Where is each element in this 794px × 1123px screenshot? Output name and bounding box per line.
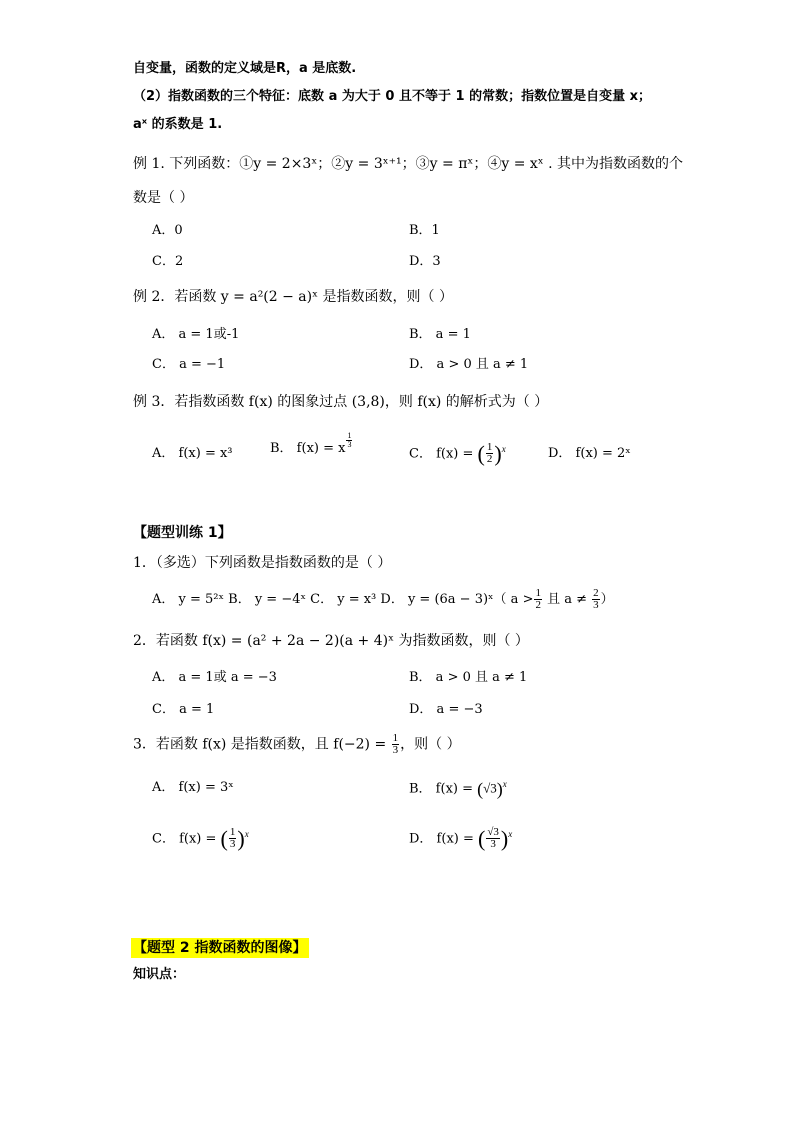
training-q1-options-mid: 且 a ≠	[542, 592, 592, 607]
training-q3-option-d: D． f(x) = ( $\frac{√3}{3}$ )$^x$	[409, 825, 513, 851]
training-q3-option-b-sqrt: √3	[483, 780, 497, 796]
example-3-option-b-label: B． f(x) = x	[270, 441, 346, 456]
example-2-question: 例 2．若函数 y = a²(2 − a)ˣ 是指数函数，则（ ）	[133, 289, 453, 305]
example-3-option-c-fraction: $\frac{1}{2}$	[486, 441, 493, 466]
example-2-option-b: B． a = 1	[409, 327, 471, 342]
training-q1-options-end: ）	[600, 592, 614, 607]
training-q3-option-b: B． $f(x) = (√3)^x$	[409, 778, 507, 799]
intro-line-3: aˣ 的系数是 1.	[133, 117, 223, 132]
training-q3-option-a: A． f(x) = 3ˣ	[152, 780, 234, 795]
example-2-option-a: A． a = 1或-1	[152, 327, 240, 342]
intro-line-2: （2）指数函数的三个特征：底数 a 为大于 0 且不等于 1 的常数；指数位置是自变量 x；	[133, 89, 651, 104]
example-3-question: 例 3．若指数函数 f(x) 的图象过点 (3,8)，则 f(x) 的解析式为（ ）	[133, 394, 549, 410]
training-q3-option-d-fraction: $\frac{√3}{3}$	[487, 826, 499, 851]
training-q3-option-b-label: B． f(x) =	[409, 781, 478, 797]
example-2-option-d: D． a > 0 且 a ≠ 1	[409, 357, 529, 372]
training-q3-question	[133, 733, 461, 756]
training-1-heading: 【题型训练 1】	[133, 525, 232, 541]
training-q1-options	[152, 588, 614, 611]
example-3-option-b-exponent: $\frac{1}{3}$	[347, 431, 352, 449]
example-1-option-b: B．1	[409, 223, 440, 238]
training-q2-option-d: D． a = −3	[409, 702, 483, 717]
training-q3-fraction: $\frac{1}{3}$	[392, 732, 399, 756]
training-q1-fraction-1: $\frac{1}{2}$	[535, 587, 541, 611]
training-q2-question: 2．若函数 f(x) = (a² + 2a − 2)(a + 4)ˣ 为指数函数，则（ ）	[133, 633, 529, 649]
example-3-option-c-label: C． f(x) =	[409, 446, 478, 462]
example-1-question: 例 1. 下列函数：①y = 2×3ˣ；②y = 3ˣ⁺¹；③y = πˣ；④y = xˣ . 其中为指数函数的个	[133, 156, 684, 172]
knowledge-label: 知识点：	[133, 967, 186, 982]
intro-line-1: 自变量，函数的定义域是R，a 是底数.	[133, 61, 357, 76]
training-q1-options-text: A． y = 5²ˣ B． y = −4ˣ C． y = x³ D． y = (6a − 3)ˣ（ a >	[152, 592, 534, 607]
training-q3-option-c: C． f(x) = ( $\frac{1}{3}$ )$^x$	[152, 825, 249, 851]
training-q2-option-c: C． a = 1	[152, 702, 215, 717]
training-q3-question-text: 3．若函数 f(x) 是指数函数，且 f(−2) =	[133, 736, 391, 753]
example-3-option-a: A． f(x) = x³	[152, 446, 233, 461]
example-2-option-c: C． a = −1	[152, 357, 226, 372]
training-q3-question-end: ，则（ ）	[400, 736, 461, 753]
example-1-option-c: C．2	[152, 254, 184, 269]
example-1-option-d: D．3	[409, 254, 441, 269]
training-q3-option-d-label: D． f(x) =	[409, 831, 478, 847]
training-q2-option-a: A． a = 1或 a = −3	[152, 670, 277, 685]
section-2-heading: 【题型 2 指数函数的图像】	[133, 940, 307, 956]
training-q2-option-b: B． a > 0 且 a ≠ 1	[409, 670, 528, 685]
training-q1-fraction-2: $\frac{2}{3}$	[593, 587, 599, 611]
example-3-option-c: C． f(x) = ( $\frac{1}{2}$ )$^x$	[409, 440, 506, 466]
example-3-option-b	[270, 431, 353, 458]
training-q1-question: 1．（多选）下列函数是指数函数的是（ ）	[133, 555, 392, 571]
example-3-option-d: D． f(x) = 2ˣ	[548, 446, 631, 461]
training-q3-option-c-label: C． f(x) =	[152, 831, 221, 847]
example-1-question-cont: 数是（ ）	[133, 190, 194, 206]
example-1-option-a: A．0	[152, 223, 183, 238]
training-q3-option-c-fraction: $\frac{1}{3}$	[229, 826, 236, 851]
